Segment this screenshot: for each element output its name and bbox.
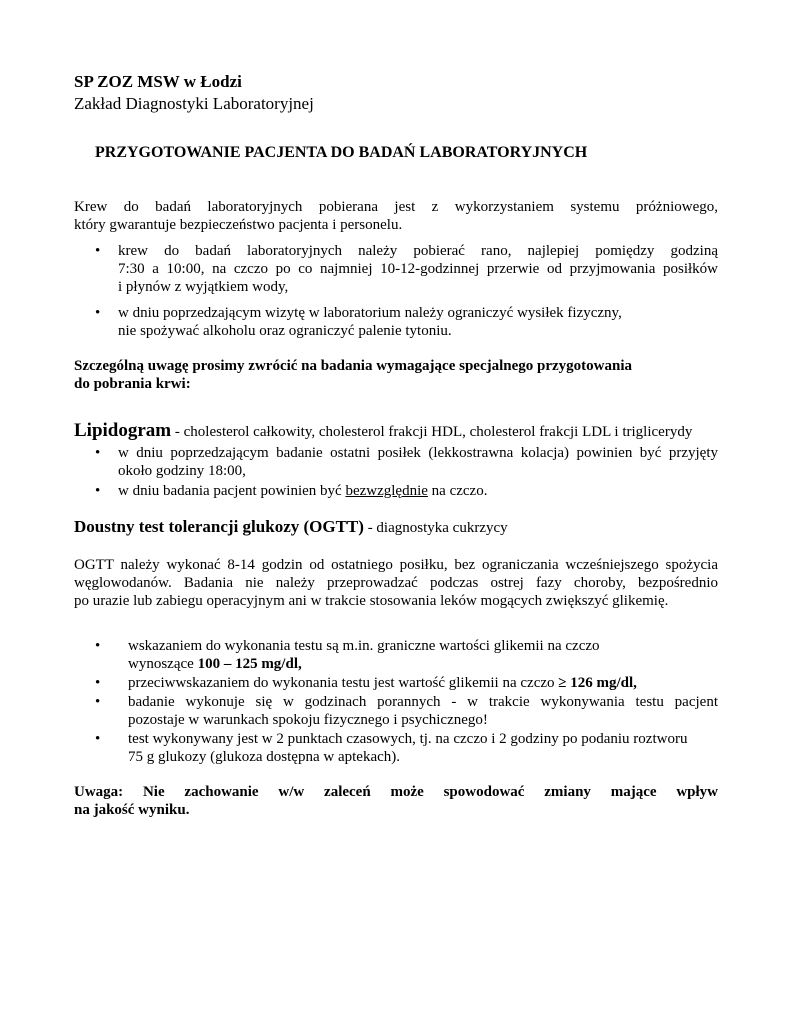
special-note-line-1: Szczególną uwagę prosimy zwrócić na badania wymagające specjalnego przygotowania bbox=[74, 358, 633, 374]
ogtt-bullet-3-line-2: pozostaje w warunkach spokoju fizycznego i psychicznego! bbox=[128, 712, 488, 728]
general-bullet-2 bbox=[118, 304, 718, 340]
lipidogram-description: - cholesterol całkowity, cholesterol frakcji HDL, cholesterol frakcji LDL i triglicerydy bbox=[171, 424, 693, 440]
general-bullet-2-line-1: w dniu poprzedzającym wizytę w laboratorium należy ograniczyć wysiłek fizyczny, bbox=[118, 305, 622, 321]
warning-line-1: Uwaga: Nie zachowanie w/w zaleceń może spowodować zmiany mające wpływ bbox=[74, 784, 718, 800]
ogtt-bullet-1 bbox=[128, 637, 718, 673]
general-bullet-1-line-1: krew do badań laboratoryjnych należy pobierać rano, najlepiej pomiędzy godziną bbox=[118, 243, 718, 259]
ogtt-paragraph-line-2: węglowodanów. Badania nie należy przeprowadzać podczas ostrej fazy choroby, bezpośrednio bbox=[74, 575, 718, 591]
bullet-icon: • bbox=[95, 483, 101, 499]
document-title: PRZYGOTOWANIE PACJENTA DO BADAŃ LABORATORYJNYCH bbox=[95, 144, 588, 161]
ogtt-bullet-1-line-2-pre: wynoszące bbox=[128, 656, 198, 672]
special-note bbox=[74, 357, 714, 393]
department-name: Zakład Diagnostyki Laboratoryjnej bbox=[74, 94, 314, 113]
institution-name: SP ZOZ MSW w Łodzi bbox=[74, 72, 242, 91]
lipidogram-bullet-1-line-1: w dniu poprzedzającym badanie ostatni posiłek (lekkostrawna kolacja) powinien być przyjęty bbox=[118, 445, 718, 461]
ogtt-bullet-2-value: ≥ 126 mg/dl, bbox=[558, 675, 637, 691]
general-bullet-1 bbox=[118, 242, 718, 296]
intro-line-1: Krew do badań laboratoryjnych pobierana jest z wykorzystaniem systemu próżniowego, bbox=[74, 199, 718, 215]
lipidogram-bullet-2-emphasis: bezwzględnie bbox=[345, 483, 428, 499]
bullet-icon: • bbox=[95, 731, 101, 747]
bullet-icon: • bbox=[95, 694, 101, 710]
bullet-icon: • bbox=[95, 675, 101, 691]
lipidogram-bullet-2-pre: w dniu badania pacjent powinien być bbox=[118, 483, 346, 499]
bullet-icon: • bbox=[95, 638, 101, 654]
lipidogram-heading-row bbox=[74, 420, 692, 443]
ogtt-bullet-4-line-2: 75 g glukozy (glukoza dostępna w aptekach). bbox=[128, 749, 400, 765]
ogtt-paragraph-line-1: OGTT należy wykonać 8-14 godzin od ostatniego posiłku, bez ograniczania wcześniejszego spożycia bbox=[74, 557, 718, 573]
ogtt-heading: Doustny test tolerancji glukozy (OGTT) bbox=[74, 517, 364, 536]
bullet-icon: • bbox=[95, 445, 101, 461]
intro-paragraph bbox=[74, 198, 718, 234]
bullet-icon: • bbox=[95, 305, 101, 321]
ogtt-bullet-3-line-1: badanie wykonuje się w godzinach porannych - w trakcie wykonywania testu pacjent bbox=[128, 694, 718, 710]
ogtt-paragraph-line-3: po urazie lub zabiegu operacyjnym ani w trakcie stosowania leków mogących zwiększyć glikemię. bbox=[74, 593, 669, 609]
bullet-icon: • bbox=[95, 243, 101, 259]
lipidogram-bullet-2-post: na czczo. bbox=[427, 483, 488, 499]
lipidogram-bullet-1-line-2: około godziny 18:00, bbox=[118, 463, 246, 479]
ogtt-bullet-2-pre: przeciwwskazaniem do wykonania testu jest wartość glikemii na czczo bbox=[128, 675, 559, 691]
lipidogram-bullet-2 bbox=[118, 482, 487, 500]
ogtt-bullet-4-line-1: test wykonywany jest w 2 punktach czasowych, tj. na czczo i 2 godziny po podaniu roztworu bbox=[128, 731, 688, 747]
special-note-line-2: do pobrania krwi: bbox=[74, 376, 191, 392]
intro-line-2: który gwarantuje bezpieczeństwo pacjenta i personelu. bbox=[74, 217, 403, 233]
general-bullet-2-line-2: nie spożywać alkoholu oraz ograniczyć palenie tytoniu. bbox=[118, 323, 452, 339]
ogtt-bullet-3 bbox=[128, 693, 718, 729]
warning-line-2: na jakość wyniku. bbox=[74, 802, 190, 818]
ogtt-bullet-2 bbox=[128, 674, 637, 692]
warning-note bbox=[74, 783, 718, 819]
general-bullet-1-line-2: 7:30 a 10:00, na czczo po co najmniej 10-12-godzinnej przerwie od przyjmowania posiłków bbox=[118, 261, 718, 277]
ogtt-bullet-1-line-2-value: 100 – 125 mg/dl, bbox=[197, 656, 302, 672]
lipidogram-heading: Lipidogram bbox=[74, 420, 172, 441]
lipidogram-bullet-1 bbox=[118, 444, 718, 480]
ogtt-paragraph bbox=[74, 556, 718, 610]
ogtt-description: - diagnostyka cukrzycy bbox=[363, 520, 508, 536]
ogtt-bullet-1-line-1: wskazaniem do wykonania testu są m.in. graniczne wartości glikemii na czczo bbox=[128, 638, 600, 654]
ogtt-heading-row bbox=[74, 516, 508, 539]
ogtt-bullet-4 bbox=[128, 730, 718, 766]
general-bullet-1-line-3: i płynów z wyjątkiem wody, bbox=[118, 279, 289, 295]
